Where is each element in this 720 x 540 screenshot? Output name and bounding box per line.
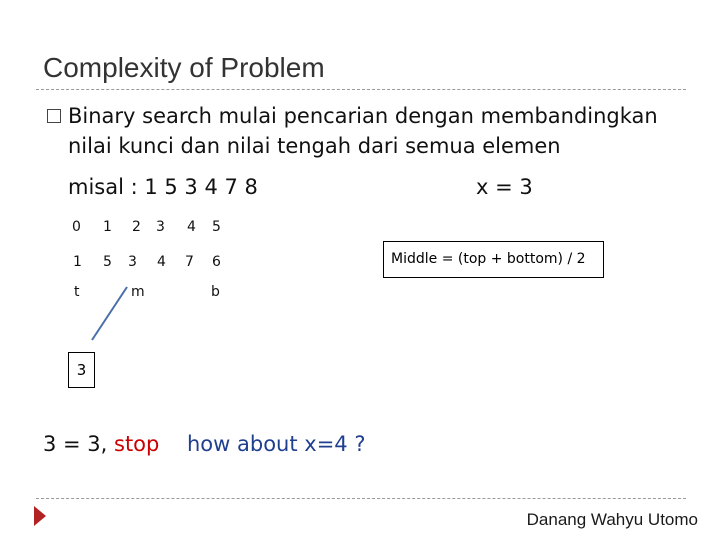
array-value: 5 — [103, 254, 112, 270]
array-value: 3 — [128, 254, 137, 270]
slide-title: Complexity of Problem — [43, 52, 325, 83]
bullet-line-2: nilai kunci dan nilai tengah dari semua elemen — [68, 134, 561, 158]
conclusion-equation: 3 = 3, — [43, 432, 108, 456]
pointer-middle: m — [131, 284, 145, 300]
play-icon[interactable] — [34, 506, 46, 526]
pointer-bottom: b — [211, 284, 220, 300]
follow-up-question: how about x=4 ? — [187, 432, 366, 456]
conclusion-stop: stop — [114, 432, 160, 456]
index-label: 4 — [187, 219, 196, 235]
pointer-top: t — [74, 284, 80, 300]
author-name: Danang Wahyu Utomo — [526, 510, 698, 529]
result-box: 3 — [68, 352, 95, 388]
example-sequence: misal : 1 5 3 4 7 8 — [68, 175, 258, 199]
index-label: 1 — [103, 219, 112, 235]
index-label: 3 — [156, 219, 165, 235]
middle-connector-line — [92, 287, 127, 340]
array-value: 7 — [185, 254, 194, 270]
array-value: 4 — [157, 254, 166, 270]
array-value: 1 — [73, 254, 82, 270]
search-key: x = 3 — [476, 175, 533, 199]
index-label: 2 — [132, 219, 141, 235]
array-value: 6 — [212, 254, 221, 270]
formula-box: Middle = (top + bottom) / 2 — [383, 241, 604, 278]
index-label: 0 — [72, 219, 81, 235]
bullet-line-1: Binary search mulai pencarian dengan membandingkan — [68, 104, 658, 128]
index-label: 5 — [212, 219, 221, 235]
bottom-divider — [36, 498, 686, 499]
